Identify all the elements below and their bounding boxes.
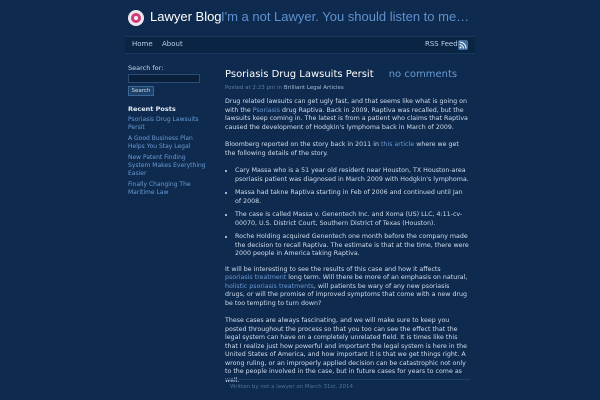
post-meta-time: Posted at 2:23 pm in — [225, 85, 283, 91]
list-item: • Cary Massa who is a 51 year old resident near Houston, TX Houston-area psoriasis patient was diagnosed in March 2009 with Hodgkin's lymphoma. — [235, 167, 470, 184]
search-input[interactable] — [128, 74, 200, 83]
post-footer: Written by not a lawyer on March 31st, 2014 — [230, 384, 353, 390]
rss-icon[interactable] — [458, 40, 468, 50]
text: long term. Will there be more of an emphasis on natural, — [286, 274, 468, 281]
article-link[interactable]: this article — [380, 141, 415, 148]
list-item: • Roche Holding acquired Genentech one month before the company made the decision to recall Raptiva. The estimate is that at the time, there were 2000 people in America taking Raptiva. — [235, 233, 470, 259]
recent-post-link[interactable]: A Good Business Plan Helps You Stay Legal — [128, 135, 193, 150]
search-button[interactable]: Search — [128, 86, 154, 96]
text: It will be interesting to see the results of this case and how it affects — [225, 265, 441, 273]
psoriasis-treatment-link[interactable]: psoriasis treatment — [225, 274, 287, 281]
rss-feed-link[interactable]: RSS Feed — [425, 40, 458, 48]
paragraph — [225, 141, 470, 158]
post — [225, 62, 470, 394]
post-title-row — [225, 62, 470, 81]
text: where we get the following details of the story. — [225, 141, 459, 157]
paragraph — [225, 98, 470, 132]
list-item: • Massa had takne Raptiva starting in Feb of 2006 and continued until Jan of 2008. — [235, 189, 470, 206]
post-body — [225, 98, 470, 385]
recent-posts-heading: Recent Posts — [128, 105, 176, 113]
paragraph — [225, 266, 470, 309]
search-label: Search for: — [128, 64, 164, 72]
recent-post-link[interactable]: Finally Changing The Maritime Law — [128, 181, 191, 196]
post-title[interactable]: Psoriasis Drug Lawsuits Persit — [225, 69, 374, 80]
text: drug Raptiva. Back in 2009, Raptiva was recalled, but the lawsuits keep coming in. The latest is from a patient who claims that Raptiva caused the development of Hodgkin's lymphoma back in March of 2009. — [225, 106, 468, 131]
comments-link[interactable]: no comments — [388, 69, 458, 80]
paragraph: These cases are always fascinating, and we will make sure to keep you posted throughout the process so that you too can see the effect that the legal system can have on a completely unrelated field. It is times like this that I realize just how powerful and important the legal system is here in the United States of America, and how important it is that we get things right. A wrong ruling, or an improperly applied decision can be catastrophic not only to the people involved in the case, but in future cases for years to come as well. — [225, 317, 468, 384]
site-header — [0, 0, 600, 36]
recent-posts-list — [128, 116, 208, 197]
details-list — [235, 167, 470, 259]
nav-item-home[interactable]: Home — [132, 40, 153, 48]
site-tagline: I'm a not Lawyer. You should listen to me… — [221, 9, 470, 24]
text: Drug related lawsuits can get ugly fast, and that seems like what is going on with the — [225, 98, 467, 114]
recent-post-link[interactable]: New Patent Finding System Makes Everything Easier — [128, 154, 206, 177]
recent-post-link[interactable]: Psoriasis Drug Lawsuits Persit — [128, 116, 199, 131]
post-category-link[interactable]: Brilliant Legal Articles — [283, 85, 344, 91]
psoriasis-link[interactable]: Psoriasis — [252, 106, 281, 114]
list-item: • The case is called Massa v. Genentech Inc. and Xoma (US) LLC, 4:11-cv-00070, U.S. District Court, Southern District of Texas (Houston). — [235, 211, 470, 228]
text: Bloomberg reported on the story back in 2011 in — [225, 141, 381, 148]
sidebar — [128, 64, 208, 200]
nav-bar — [125, 36, 475, 54]
divider — [225, 379, 470, 380]
site-title[interactable]: Lawyer Blog — [150, 9, 222, 24]
logo-icon[interactable] — [128, 10, 144, 26]
nav-item-about[interactable]: About — [162, 40, 183, 48]
text: , will patients be wary of any new psoriasis drugs, or will the promise of improved symptoms that come with a new drug be too tempting to turn down? — [225, 282, 468, 307]
post-meta — [225, 85, 470, 91]
holistic-treatments-link[interactable]: holistic psoriasis treatments — [225, 282, 314, 290]
